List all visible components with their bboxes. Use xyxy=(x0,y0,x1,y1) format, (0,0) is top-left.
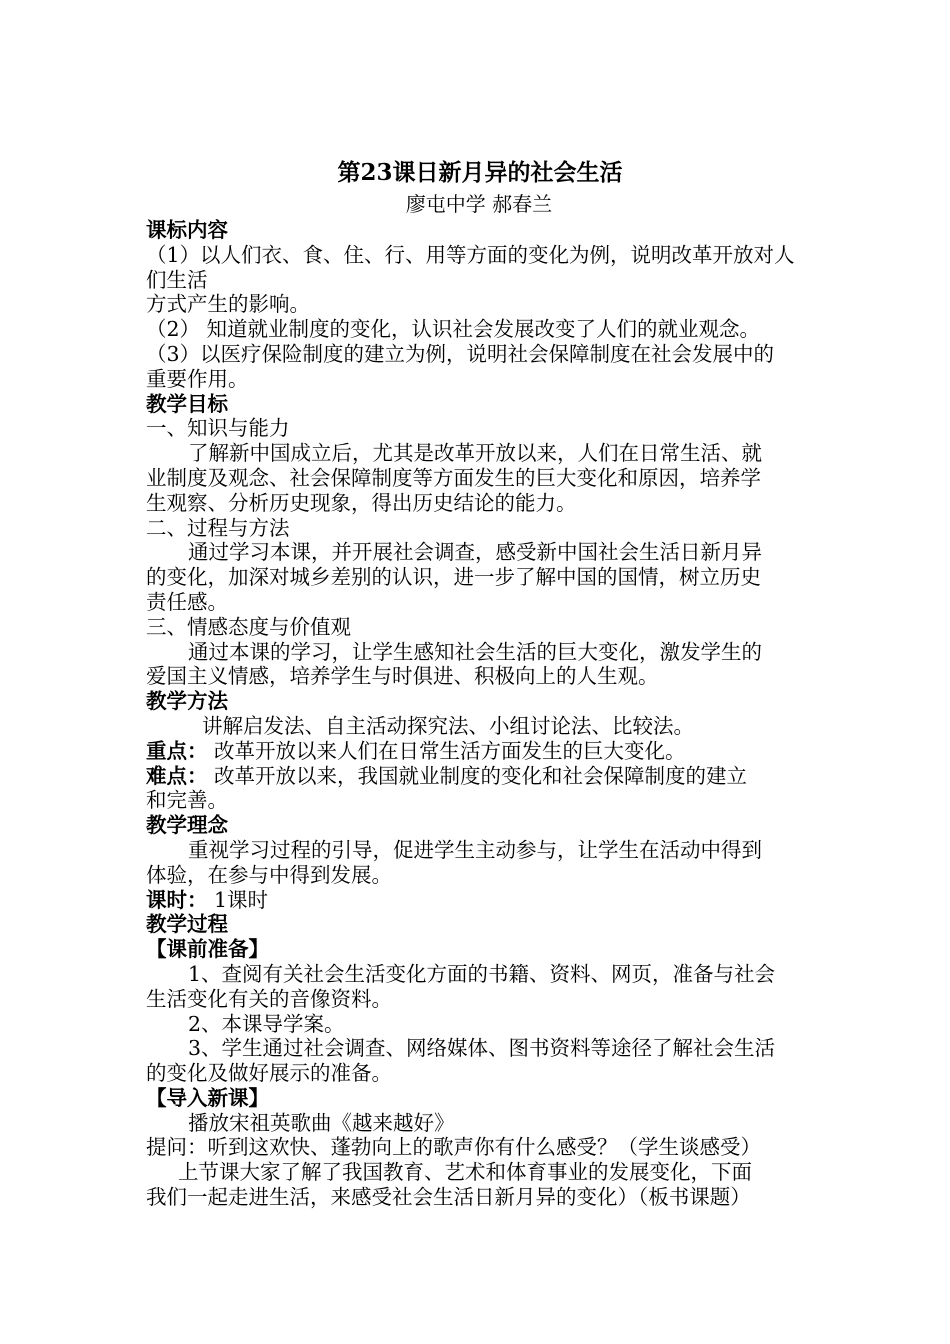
text-line xyxy=(146,664,810,689)
text-line xyxy=(146,367,810,392)
section-heading xyxy=(146,813,810,838)
text-line xyxy=(146,1036,810,1061)
line-text: （3）以医疗保险制度的建立为例，说明社会保障制度在社会发展中的 xyxy=(146,341,775,366)
text-line xyxy=(146,540,810,565)
line-text: 业制度及观念、社会保障制度等方面发生的巨大变化和原因，培养学 xyxy=(146,465,761,490)
line-text: 的变化及做好展示的准备。 xyxy=(146,1061,392,1086)
line-text: 重视学习过程的引导，促进学生主动参与，让学生在活动中得到 xyxy=(188,837,762,862)
line-text: 3、学生通过社会调查、网络媒体、图书资料等途径了解社会生活 xyxy=(188,1036,776,1061)
author-line: 廖屯中学 郝春兰 xyxy=(405,192,553,216)
text-line xyxy=(146,1135,810,1160)
body-text xyxy=(146,218,810,1210)
line-text: 通过学习本课，并开展社会调查，感受新中国社会生活日新月异 xyxy=(188,540,762,565)
line-text: 了解新中国成立后，尤其是改革开放以来，人们在日常生活、就 xyxy=(188,441,762,466)
section-heading xyxy=(146,392,810,417)
line-text: （2） 知道就业制度的变化，认识社会发展改变了人们的就业观念。 xyxy=(146,317,761,342)
section-heading xyxy=(146,1086,810,1111)
line-text: 我们一起走进生活，来感受社会生活日新月异的变化）（板书课题） xyxy=(146,1185,751,1210)
section-heading xyxy=(146,689,810,714)
inline-label: 难点： xyxy=(146,763,208,788)
text-line xyxy=(146,243,810,268)
text-line xyxy=(146,962,810,987)
text-line xyxy=(146,888,810,913)
line-text: 1、查阅有关社会生活变化方面的书籍、资料、网页，准备与社会 xyxy=(188,961,776,986)
line-text: 的变化，加深对城乡差别的认识，进一步了解中国的国情，树立历史 xyxy=(146,565,761,590)
text-line xyxy=(146,1111,810,1136)
section-heading xyxy=(146,218,810,243)
line-text: 播放宋祖英歌曲《越来越好》 xyxy=(188,1110,455,1135)
line-text: 提问：听到这欢快、蓬勃向上的歌声你有什么感受？（学生谈感受） xyxy=(146,1135,761,1160)
line-text: 【课前准备】 xyxy=(146,937,269,962)
line-text: 三、情感态度与价值观 xyxy=(146,614,351,639)
text-line xyxy=(146,292,810,317)
line-text: 通过本课的学习，让学生感知社会生活的巨大变化，激发学生的 xyxy=(188,639,762,664)
text-line xyxy=(146,342,810,367)
text-line xyxy=(146,764,810,789)
line-text: 改革开放以来，我国就业制度的变化和社会保障制度的建立 xyxy=(207,763,748,788)
line-text: 2、本课导学案。 xyxy=(188,1011,345,1036)
line-text: 二、过程与方法 xyxy=(146,515,290,540)
line-text: 重要作用。 xyxy=(146,366,249,391)
line-text: 体验，在参与中得到发展。 xyxy=(146,862,392,887)
text-line xyxy=(146,317,810,342)
line-text: 课标内容 xyxy=(146,218,228,242)
line-text: 生活变化有关的音像资料。 xyxy=(146,986,392,1011)
document-body xyxy=(146,156,810,1210)
line-text: 讲解启发法、自主活动探究法、小组讨论法、比较法。 xyxy=(202,713,694,738)
line-text: 1课时 xyxy=(207,887,269,912)
inline-label: 重点： xyxy=(146,738,208,763)
line-text: 爱国主义情感，培养学生与时俱进、积极向上的人生观。 xyxy=(146,664,659,689)
text-line xyxy=(146,838,810,863)
line-text: 和完善。 xyxy=(146,788,228,813)
text-line xyxy=(146,441,810,466)
line-text: 教学理念 xyxy=(146,813,228,838)
line-text: （1）以人们衣、食、住、行、用等方面的变化为例，说明改革开放对人 xyxy=(146,242,795,267)
text-line xyxy=(146,466,810,491)
line-text: 教学目标 xyxy=(146,391,228,416)
line-text: 【导入新课】 xyxy=(146,1085,269,1110)
lesson-title: 第23课日新月异的社会生活 xyxy=(337,159,623,186)
line-text: 教学方法 xyxy=(146,689,228,714)
text-line xyxy=(146,516,810,541)
text-line xyxy=(146,590,810,615)
text-line xyxy=(146,416,810,441)
text-line xyxy=(146,1061,810,1086)
text-line xyxy=(146,739,810,764)
section-heading xyxy=(146,912,810,937)
inline-label: 课时： xyxy=(146,887,208,912)
line-text: 上节课大家了解了我国教育、艺术和体育事业的发展变化，下面 xyxy=(178,1160,752,1185)
text-line xyxy=(146,565,810,590)
text-line xyxy=(146,491,810,516)
line-text: 责任感。 xyxy=(146,589,228,614)
line-text: 生观察、分析历史现象，得出历史结论的能力。 xyxy=(146,490,577,515)
line-text: 改革开放以来人们在日常生活方面发生的巨大变化。 xyxy=(207,738,686,763)
line-text: 教学过程 xyxy=(146,912,228,937)
text-line xyxy=(146,268,810,293)
text-line xyxy=(146,1160,810,1185)
text-line xyxy=(146,1185,810,1210)
line-text: 一、知识与能力 xyxy=(146,416,290,441)
text-line xyxy=(146,1012,810,1037)
line-text: 们生活 xyxy=(146,267,208,292)
text-line xyxy=(146,640,810,665)
line-text: 方式产生的影响。 xyxy=(146,292,310,317)
text-line xyxy=(146,788,810,813)
text-line xyxy=(146,987,810,1012)
text-line xyxy=(146,863,810,888)
section-heading xyxy=(146,937,810,962)
text-line xyxy=(146,714,810,739)
text-line xyxy=(146,615,810,640)
